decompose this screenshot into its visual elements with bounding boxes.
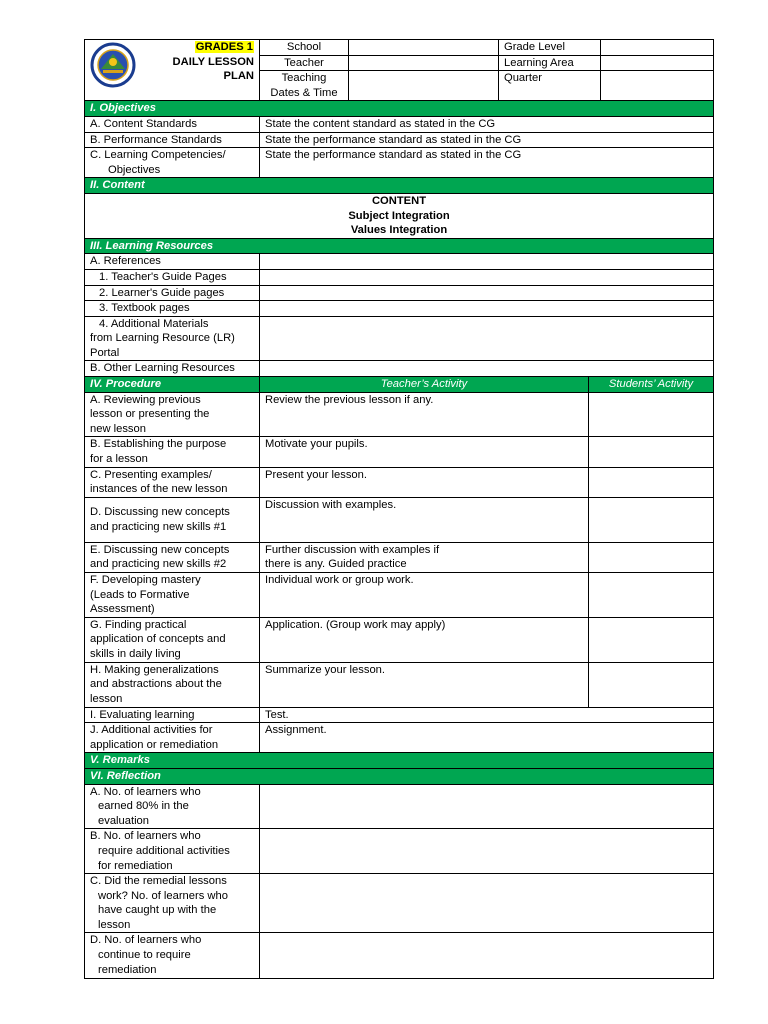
quarter-label: Quarter (499, 71, 601, 101)
grade-label: GRADES 1 (195, 41, 253, 53)
reflection-c-value[interactable] (260, 874, 714, 933)
procedure-step-h (85, 662, 260, 707)
procedure-step-i: I. Evaluating learning (85, 707, 260, 723)
step-b-line-1: B. Establishing the purpose (90, 438, 227, 451)
teaching-label: Teaching (260, 71, 349, 86)
performance-standards-label: B. Performance Standards (85, 132, 260, 148)
step-d-line-1: D. Discussing new concepts (90, 506, 230, 519)
procedure-step-j (85, 723, 260, 753)
grade-level-value[interactable] (601, 40, 714, 56)
content-standards-value: State the content standard as stated in the CG (260, 116, 714, 132)
procedure-heading: IV. Procedure (85, 377, 260, 393)
step-h-line-1: H. Making generalizations (90, 663, 219, 676)
learners-guide-label: 2. Learner's Guide pages (85, 285, 260, 301)
reflection-b-value[interactable] (260, 829, 714, 874)
step-e-line-2: and practicing new skills #2 (90, 558, 227, 571)
reflection-d-line-3: remediation (98, 963, 157, 976)
learning-area-label: Learning Area (499, 55, 601, 71)
references-label: A. References (85, 254, 260, 270)
step-g-teacher: Application. (Group work may apply) (260, 617, 589, 662)
step-h-line-3: lesson (90, 692, 123, 705)
step-j-line-2: application or remediation (90, 738, 219, 751)
school-seal-icon (87, 42, 141, 88)
references-value[interactable] (260, 254, 714, 270)
step-e-line-1: E. Discussing new concepts (90, 543, 230, 556)
reflection-b-line-3: for remediation (98, 859, 173, 872)
reflection-a-line-1: A. No. of learners who (90, 785, 201, 798)
reflection-c-line-1: C. Did the remedial lessons (90, 875, 227, 888)
procedure-step-e (85, 542, 260, 572)
step-e-teacher-line-1: Further discussion with examples if (265, 543, 440, 556)
content-standards-label: A. Content Standards (85, 116, 260, 132)
reflection-a (85, 784, 260, 829)
content-line-3: Values Integration (350, 224, 448, 237)
reflection-b (85, 829, 260, 874)
reflection-b-line-2: require additional activities (98, 844, 230, 857)
reflection-heading: VI. Reflection (85, 768, 714, 784)
step-e-teacher (260, 542, 589, 572)
reflection-b-line-1: B. No. of learners who (90, 830, 201, 843)
additional-materials-line-3: Portal (90, 346, 120, 359)
step-e-students[interactable] (589, 542, 714, 572)
learners-guide-value[interactable] (260, 285, 714, 301)
step-b-line-2: for a lesson (90, 453, 148, 466)
teacher-value[interactable] (349, 55, 499, 71)
reflection-a-line-3: evaluation (98, 814, 150, 827)
reflection-c-line-2: work? No. of learners who (98, 889, 228, 902)
learning-resources-heading: III. Learning Resources (85, 238, 714, 254)
additional-materials-label (85, 316, 260, 361)
step-c-students[interactable] (589, 467, 714, 497)
reflection-c (85, 874, 260, 933)
step-f-line-2: (Leads to Formative (90, 588, 190, 601)
title-line-2: PLAN (223, 70, 254, 83)
teachers-guide-value[interactable] (260, 269, 714, 285)
teachers-activity-header: Teacher’s Activity (260, 377, 589, 393)
content-line-1: CONTENT (371, 194, 427, 207)
step-a-line-2: lesson or presenting the (90, 408, 210, 421)
step-j-line-1: J. Additional activities for (90, 724, 213, 737)
content-line-2: Subject Integration (348, 209, 450, 222)
procedure-step-b (85, 437, 260, 467)
other-resources-label: B. Other Learning Resources (85, 361, 260, 377)
school-label: School (260, 40, 349, 56)
reflection-a-line-2: earned 80% in the (98, 800, 189, 813)
header-title-cell (85, 40, 260, 101)
reflection-a-value[interactable] (260, 784, 714, 829)
step-j-teacher: Assignment. (260, 723, 714, 753)
step-g-line-2: application of concepts and (90, 633, 226, 646)
step-g-line-3: skills in daily living (90, 647, 181, 660)
step-a-students[interactable] (589, 392, 714, 437)
step-d-line-2: and practicing new skills #1 (90, 520, 227, 533)
learning-area-value[interactable] (601, 55, 714, 71)
reflection-d-line-2: continue to require (98, 949, 191, 962)
step-a-teacher: Review the previous lesson if any. (260, 392, 589, 437)
dates-time-label: Dates & Time (260, 86, 349, 101)
procedure-step-f (85, 573, 260, 618)
textbook-pages-label: 3. Textbook pages (85, 301, 260, 317)
additional-materials-value[interactable] (260, 316, 714, 361)
procedure-step-d (85, 497, 260, 542)
teachers-guide-label: 1. Teacher's Guide Pages (85, 269, 260, 285)
step-h-teacher: Summarize your lesson. (260, 662, 589, 707)
reflection-c-line-4: lesson (98, 918, 131, 931)
step-c-line-1: C. Presenting examples/ (90, 468, 212, 481)
step-g-line-1: G. Finding practical (90, 618, 187, 631)
step-b-students[interactable] (589, 437, 714, 467)
learning-competencies-line-2: Objectives (108, 163, 161, 176)
step-d-students[interactable] (589, 497, 714, 542)
step-c-line-2: instances of the new lesson (90, 483, 228, 496)
teacher-label: Teacher (260, 55, 349, 71)
step-d-teacher: Discussion with examples. (260, 497, 589, 542)
step-g-students[interactable] (589, 617, 714, 662)
step-f-teacher: Individual work or group work. (260, 573, 589, 618)
step-h-students[interactable] (589, 662, 714, 707)
procedure-step-a (85, 392, 260, 437)
learning-competencies-value: State the performance standard as stated in the CG (260, 148, 714, 178)
grade-level-label: Grade Level (499, 40, 601, 56)
step-e-teacher-line-2: there is any. Guided practice (265, 558, 407, 571)
step-a-line-3: new lesson (90, 422, 146, 435)
content-block (85, 193, 714, 238)
procedure-step-c (85, 467, 260, 497)
remarks-heading: V. Remarks (85, 753, 714, 769)
additional-materials-line-2: from Learning Resource (LR) (90, 332, 235, 345)
learning-competencies-line-1: C. Learning Competencies/ (90, 149, 226, 162)
daily-lesson-plan-form (84, 39, 713, 979)
quarter-value[interactable] (601, 71, 714, 101)
step-f-line-3: Assessment) (90, 603, 155, 616)
step-i-teacher: Test. (260, 707, 714, 723)
students-activity-header: Students’ Activity (589, 377, 714, 393)
teaching-dates-value[interactable] (349, 71, 499, 101)
step-b-teacher: Motivate your pupils. (260, 437, 589, 467)
learning-competencies-label (85, 148, 260, 178)
step-f-students[interactable] (589, 573, 714, 618)
reflection-d-value[interactable] (260, 933, 714, 979)
step-a-line-1: A. Reviewing previous (90, 393, 201, 406)
procedure-step-g (85, 617, 260, 662)
step-h-line-2: and abstractions about the (90, 678, 222, 691)
lesson-plan-table (84, 39, 714, 979)
performance-standards-value: State the performance standard as stated in the CG (260, 132, 714, 148)
textbook-pages-value[interactable] (260, 301, 714, 317)
step-c-teacher: Present your lesson. (260, 467, 589, 497)
reflection-c-line-3: have caught up with the (98, 904, 217, 917)
reflection-d-line-1: D. No. of learners who (90, 934, 202, 947)
reflection-d (85, 933, 260, 979)
objectives-heading: I. Objectives (85, 101, 714, 117)
title-line-1: DAILY LESSON (172, 55, 254, 68)
additional-materials-line-1: 4. Additional Materials (99, 317, 209, 330)
other-resources-value[interactable] (260, 361, 714, 377)
step-f-line-1: F. Developing mastery (90, 574, 201, 586)
school-value[interactable] (349, 40, 499, 56)
content-heading: II. Content (85, 178, 714, 194)
